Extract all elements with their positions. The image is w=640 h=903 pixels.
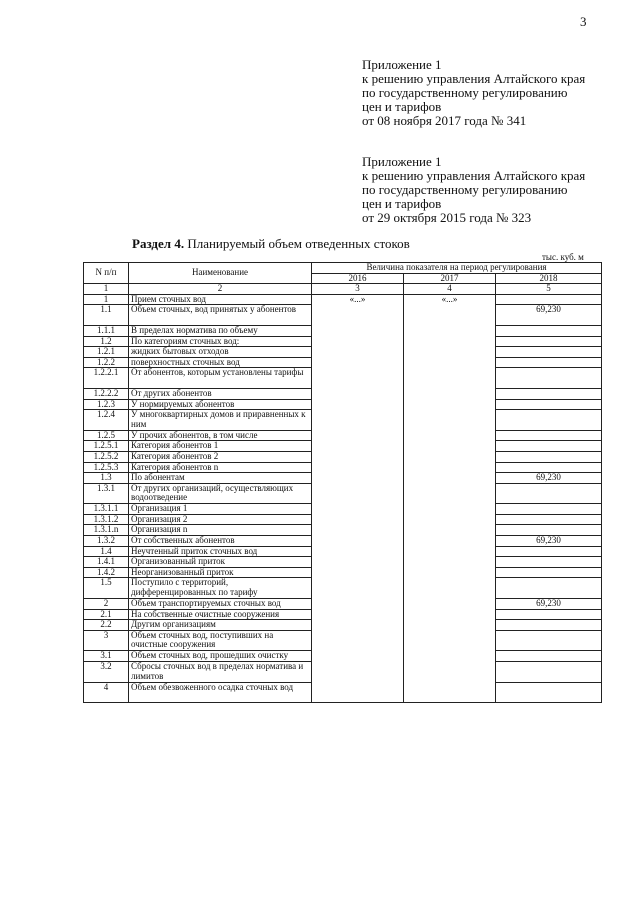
table-row	[84, 336, 602, 347]
value-2017	[404, 546, 496, 557]
table-row	[84, 483, 602, 504]
value-2017	[404, 357, 496, 368]
value-2018	[496, 336, 602, 347]
value-2017	[404, 388, 496, 399]
value-2017	[404, 557, 496, 568]
value-2018	[496, 430, 602, 441]
appendix-line: от 29 октября 2015 года № 323	[362, 210, 532, 225]
row-name: Организация 1	[129, 504, 312, 515]
value-2018: 69,230	[496, 536, 602, 547]
header-index: 2	[129, 284, 312, 295]
row-name: Объем сточных вод, прошедших очистку	[129, 651, 312, 662]
row-name: поверхностных сточных вод	[129, 357, 312, 368]
table-row	[84, 620, 602, 631]
row-number: 1.1.1	[84, 325, 129, 336]
value-2016	[312, 504, 404, 515]
header-num: N п/п	[84, 263, 129, 284]
row-name: Прием сточных вод	[129, 294, 312, 305]
value-2016	[312, 388, 404, 399]
row-name: От собственных абонентов	[129, 536, 312, 547]
value-2017	[404, 630, 496, 651]
value-2018	[496, 451, 602, 462]
table-row	[84, 504, 602, 515]
table-row	[84, 525, 602, 536]
table-row	[84, 514, 602, 525]
table-row	[84, 578, 602, 599]
row-number: 1	[84, 294, 129, 305]
appendix-header-original	[362, 155, 585, 225]
row-number: 1.3.1.n	[84, 525, 129, 536]
value-2018	[496, 651, 602, 662]
row-name: Сбросы сточных вод в пределах норматива и лимитов	[129, 662, 312, 683]
row-number: 1.3	[84, 473, 129, 484]
value-2016	[312, 525, 404, 536]
row-name: От других организаций, осуществляющих водоотведение	[129, 483, 312, 504]
table-row	[84, 462, 602, 473]
row-name: На собственные очистные сооружения	[129, 609, 312, 620]
value-2018: 69,230	[496, 473, 602, 484]
value-2016	[312, 462, 404, 473]
table-row	[84, 609, 602, 620]
header-index: 5	[496, 284, 602, 295]
appendix-line: от 08 ноября 2017 года № 341	[362, 113, 527, 128]
row-number: 1.3.1.1	[84, 504, 129, 515]
value-2018	[496, 557, 602, 568]
section-name: Планируемый объем отведенных стоков	[184, 236, 410, 251]
row-name: Категория абонентов 2	[129, 451, 312, 462]
row-number: 1.3.2	[84, 536, 129, 547]
row-name: Объем сточных, вод принятых у абонентов	[129, 305, 312, 326]
row-number: 1.2	[84, 336, 129, 347]
appendix-line: к решению управления Алтайского края	[362, 168, 586, 183]
value-2016	[312, 483, 404, 504]
row-name: Организация 2	[129, 514, 312, 525]
section-label: Раздел 4.	[132, 236, 185, 251]
table-row	[84, 662, 602, 683]
value-2018	[496, 294, 602, 305]
table-row	[84, 388, 602, 399]
value-2017	[404, 462, 496, 473]
row-name: У прочих абонентов, в том числе	[129, 430, 312, 441]
row-number: 3.1	[84, 651, 129, 662]
value-2017	[404, 430, 496, 441]
value-2018	[496, 620, 602, 631]
row-number: 3	[84, 630, 129, 651]
table-row	[84, 347, 602, 358]
value-2017	[404, 410, 496, 431]
table-row	[84, 473, 602, 484]
appendix-header-current	[362, 58, 585, 128]
row-name: Категория абонентов n	[129, 462, 312, 473]
table-row	[84, 305, 602, 326]
header-year-2018: 2018	[496, 273, 602, 284]
row-number: 1.2.2.1	[84, 368, 129, 389]
appendix-line: цен и тарифов	[362, 196, 442, 211]
row-number: 1.2.4	[84, 410, 129, 431]
row-name: У нормируемых абонентов	[129, 399, 312, 410]
table-row	[84, 368, 602, 389]
value-2016	[312, 336, 404, 347]
value-2018: 69,230	[496, 599, 602, 610]
row-name: Организация n	[129, 525, 312, 536]
value-2016	[312, 514, 404, 525]
row-name: По категориям сточных вод:	[129, 336, 312, 347]
table-row	[84, 567, 602, 578]
row-number: 1.5	[84, 578, 129, 599]
header-year-2016: 2016	[312, 273, 404, 284]
value-2017	[404, 620, 496, 631]
value-2018	[496, 441, 602, 452]
row-number: 2	[84, 599, 129, 610]
row-name: Объем транспортируемых сточных вод	[129, 599, 312, 610]
value-2017	[404, 325, 496, 336]
table-row	[84, 410, 602, 431]
header-year-2017: 2017	[404, 273, 496, 284]
table-row	[84, 357, 602, 368]
value-2016	[312, 546, 404, 557]
row-name: Объем сточных вод, поступивших на очистные сооружения	[129, 630, 312, 651]
planned-wastewater-table	[83, 262, 602, 703]
table-row	[84, 430, 602, 441]
table-row	[84, 399, 602, 410]
header-period: Величина показателя на период регулирования	[312, 263, 602, 274]
value-2017	[404, 368, 496, 389]
value-2017	[404, 514, 496, 525]
row-number: 1.2.3	[84, 399, 129, 410]
row-number: 1.4.2	[84, 567, 129, 578]
row-number: 1.1	[84, 305, 129, 326]
value-2016	[312, 305, 404, 326]
value-2018	[496, 578, 602, 599]
value-2017	[404, 567, 496, 578]
value-2016	[312, 347, 404, 358]
row-name: Категория абонентов 1	[129, 441, 312, 452]
value-2016	[312, 410, 404, 431]
value-2016	[312, 662, 404, 683]
value-2017: «...»	[404, 294, 496, 305]
value-2018	[496, 368, 602, 389]
row-name: Организованный приток	[129, 557, 312, 568]
value-2017	[404, 662, 496, 683]
table-row	[84, 451, 602, 462]
value-2018	[496, 630, 602, 651]
value-2017	[404, 473, 496, 484]
row-name: Другим организациям	[129, 620, 312, 631]
value-2016	[312, 567, 404, 578]
appendix-line: по государственному регулированию	[362, 182, 568, 197]
value-2017	[404, 305, 496, 326]
row-number: 1.2.5.2	[84, 451, 129, 462]
appendix-line: к решению управления Алтайского края	[362, 71, 586, 86]
value-2018	[496, 483, 602, 504]
row-number: 4	[84, 682, 129, 703]
row-number: 1.4.1	[84, 557, 129, 568]
value-2018	[496, 462, 602, 473]
value-2018	[496, 357, 602, 368]
value-2017	[404, 399, 496, 410]
table-row	[84, 536, 602, 547]
value-2017	[404, 682, 496, 703]
value-2016	[312, 357, 404, 368]
value-2018	[496, 325, 602, 336]
row-number: 1.2.2	[84, 357, 129, 368]
value-2017	[404, 536, 496, 547]
row-number: 1.2.5	[84, 430, 129, 441]
value-2017	[404, 451, 496, 462]
row-number: 1.2.5.1	[84, 441, 129, 452]
value-2016	[312, 578, 404, 599]
table-row	[84, 441, 602, 452]
value-2017	[404, 609, 496, 620]
row-number: 1.2.2.2	[84, 388, 129, 399]
value-2018	[496, 609, 602, 620]
table-body	[84, 294, 602, 702]
row-name: Неорганизованный приток	[129, 567, 312, 578]
row-number: 1.3.1	[84, 483, 129, 504]
value-2018	[496, 410, 602, 431]
appendix-line: Приложение 1	[362, 154, 442, 169]
value-2017	[404, 578, 496, 599]
value-2016	[312, 630, 404, 651]
value-2018	[496, 546, 602, 557]
value-2016	[312, 599, 404, 610]
table-row	[84, 651, 602, 662]
row-name: Поступило с территорий, дифференцированных по тарифу	[129, 578, 312, 599]
value-2018	[496, 347, 602, 358]
value-2018	[496, 525, 602, 536]
row-name: Объем обезвоженного осадка сточных вод	[129, 682, 312, 703]
row-number: 1.2.5.3	[84, 462, 129, 473]
table-row	[84, 546, 602, 557]
value-2016	[312, 325, 404, 336]
value-2017	[404, 504, 496, 515]
value-2018: 69,230	[496, 305, 602, 326]
value-2018	[496, 682, 602, 703]
table-row	[84, 599, 602, 610]
table-row	[84, 557, 602, 568]
row-number: 3.2	[84, 662, 129, 683]
row-name: От абонентов, которым установлены тарифы	[129, 368, 312, 389]
value-2018	[496, 388, 602, 399]
row-number: 2.1	[84, 609, 129, 620]
value-2017	[404, 336, 496, 347]
table-row	[84, 325, 602, 336]
row-name: У многоквартирных домов и приравненных к ним	[129, 410, 312, 431]
unit-note: тыс. куб. м	[542, 252, 584, 262]
value-2016: «...»	[312, 294, 404, 305]
row-number: 1.4	[84, 546, 129, 557]
page-number: 3	[580, 14, 587, 29]
value-2016	[312, 451, 404, 462]
table-row	[84, 682, 602, 703]
value-2018	[496, 662, 602, 683]
value-2016	[312, 557, 404, 568]
table-row	[84, 630, 602, 651]
value-2017	[404, 347, 496, 358]
row-name: В пределах норматива по объему	[129, 325, 312, 336]
header-index: 1	[84, 284, 129, 295]
value-2018	[496, 567, 602, 578]
value-2016	[312, 609, 404, 620]
value-2016	[312, 536, 404, 547]
row-name: жидких бытовых отходов	[129, 347, 312, 358]
value-2017	[404, 441, 496, 452]
header-index: 3	[312, 284, 404, 295]
value-2017	[404, 599, 496, 610]
appendix-line: по государственному регулированию	[362, 85, 568, 100]
header-index: 4	[404, 284, 496, 295]
value-2016	[312, 399, 404, 410]
table-row	[84, 294, 602, 305]
value-2016	[312, 620, 404, 631]
value-2018	[496, 504, 602, 515]
section-title	[132, 236, 410, 252]
appendix-line: цен и тарифов	[362, 99, 442, 114]
value-2017	[404, 483, 496, 504]
value-2017	[404, 651, 496, 662]
value-2017	[404, 525, 496, 536]
value-2016	[312, 368, 404, 389]
value-2018	[496, 514, 602, 525]
value-2016	[312, 430, 404, 441]
value-2016	[312, 651, 404, 662]
header-name: Наименование	[129, 263, 312, 284]
row-name: По абонентам	[129, 473, 312, 484]
row-number: 1.2.1	[84, 347, 129, 358]
value-2016	[312, 473, 404, 484]
value-2016	[312, 441, 404, 452]
row-name: Неучтенный приток сточных вод	[129, 546, 312, 557]
appendix-line: Приложение 1	[362, 57, 442, 72]
value-2016	[312, 682, 404, 703]
row-name: От других абонентов	[129, 388, 312, 399]
value-2018	[496, 399, 602, 410]
row-number: 2.2	[84, 620, 129, 631]
row-number: 1.3.1.2	[84, 514, 129, 525]
